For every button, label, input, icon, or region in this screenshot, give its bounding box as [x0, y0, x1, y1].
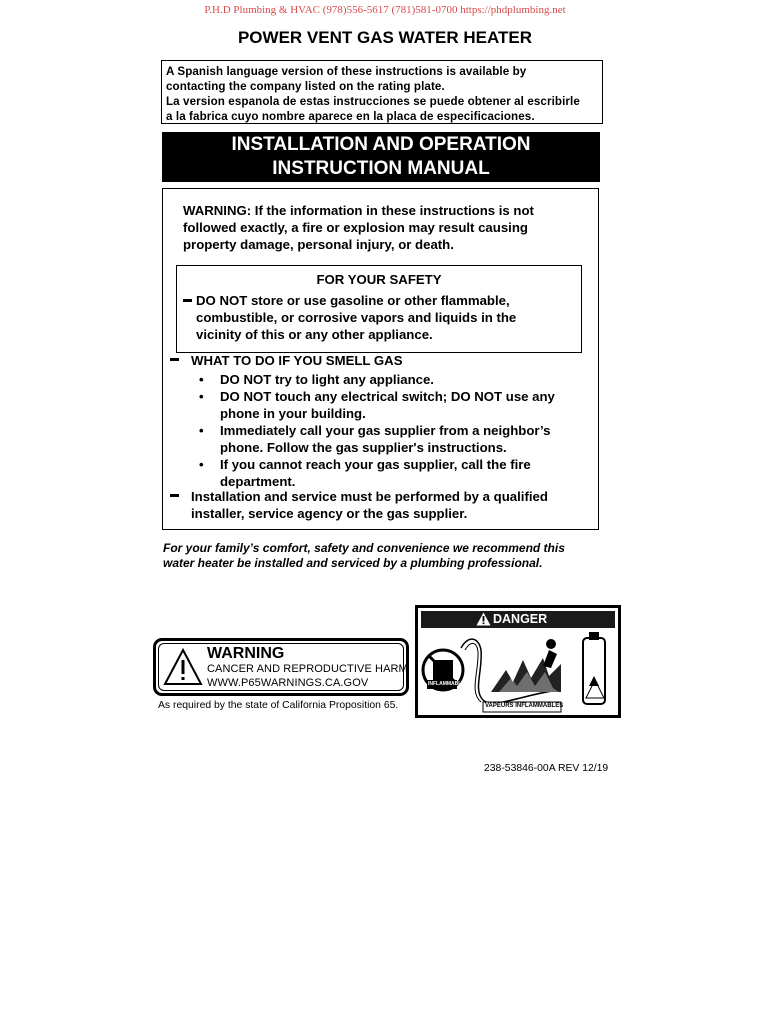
bullet-line: If you cannot reach your gas supplier, call the fire [220, 457, 531, 472]
banner-line: INSTALLATION AND OPERATION [231, 134, 531, 155]
dash-marker [170, 358, 179, 361]
language-notice-line: contacting the company listed on the rating plate. [166, 80, 445, 93]
prop65-warning-word: WARNING [207, 645, 285, 662]
bullet-line: phone. Follow the gas supplier's instructions. [220, 440, 507, 455]
flammable-vapors-pictogram [421, 630, 615, 714]
language-notice-line: La version espanola de estas instrucciones se puede obtener al escribirle [166, 95, 580, 108]
header-contact-line: P.H.D Plumbing & HVAC (978)556-5617 (781)581-0700 https://phdplumbing.net [204, 4, 566, 16]
safety-text-line: DO NOT store or use gasoline or other flammable, [196, 293, 510, 308]
language-notice-box [161, 60, 603, 124]
recommendation-note [163, 541, 603, 571]
recommendation-line: For your family’s comfort, safety and convenience we recommend this [163, 541, 565, 555]
bullet-line: phone in your building. [220, 406, 366, 421]
bullet-dot: • [199, 372, 204, 387]
dash-marker [170, 494, 179, 497]
installation-note-line: Installation and service must be performed by a qualified [191, 489, 548, 504]
list-item [199, 388, 590, 422]
warning-text-line: followed exactly, a fire or explosion may result causing [183, 220, 528, 235]
vapors-label-text: VAPEURS INFLAMMABLES [485, 703, 564, 709]
language-notice-line: A Spanish language version of these instructions is available by [166, 65, 527, 78]
danger-triangle-icon [476, 612, 491, 626]
person-icon [546, 639, 556, 649]
can-label-text: INFLAMMABLE [428, 681, 465, 687]
safety-text-line: combustible, or corrosive vapors and liquids in the [196, 310, 517, 325]
recommendation-line: water heater be installed and serviced by a plumbing professional. [163, 556, 543, 570]
language-notice-line: a la fabrica cuyo nombre aparece en la placa de especificaciones. [166, 110, 535, 123]
bullet-line: department. [220, 474, 296, 489]
list-item [199, 456, 590, 490]
prop65-warning-line: CANCER AND REPRODUCTIVE HARM [207, 663, 408, 675]
prop65-warning-line: WWW.P65WARNINGS.CA.GOV [207, 677, 369, 689]
bullet-dot: • [199, 389, 204, 404]
warning-text-line: WARNING: If the information in these instructions is not [183, 203, 534, 218]
manual-banner [162, 132, 600, 182]
dash-marker [183, 299, 192, 302]
page-title: POWER VENT GAS WATER HEATER [237, 28, 533, 47]
safety-title: FOR YOUR SAFETY [316, 272, 442, 287]
prop65-caption: As required by the state of California Proposition 65. [158, 700, 399, 711]
warning-text [183, 202, 583, 253]
list-item [199, 371, 590, 388]
banner-line: INSTRUCTION MANUAL [272, 158, 490, 179]
bullet-dot: • [199, 423, 204, 438]
installation-note-line: installer, service agency or the gas supplier. [191, 506, 468, 521]
warning-triangle-icon [163, 648, 203, 686]
installation-note [191, 488, 591, 522]
bullet-line: DO NOT try to light any appliance. [220, 372, 434, 387]
smell-gas-heading: WHAT TO DO IF YOU SMELL GAS [191, 353, 403, 368]
bullet-dot: • [199, 457, 204, 472]
danger-word: DANGER [493, 612, 548, 626]
bullet-line: DO NOT touch any electrical switch; DO NOT use any [220, 389, 555, 404]
safety-text [196, 292, 576, 343]
list-item [199, 422, 590, 456]
safety-text-line: vicinity of this or any other appliance. [196, 327, 433, 342]
warning-text-line: property damage, personal injury, or death. [183, 237, 454, 252]
document-number: 238-53846-00A REV 12/19 [484, 763, 609, 774]
bullet-line: Immediately call your gas supplier from a neighbor’s [220, 423, 551, 438]
